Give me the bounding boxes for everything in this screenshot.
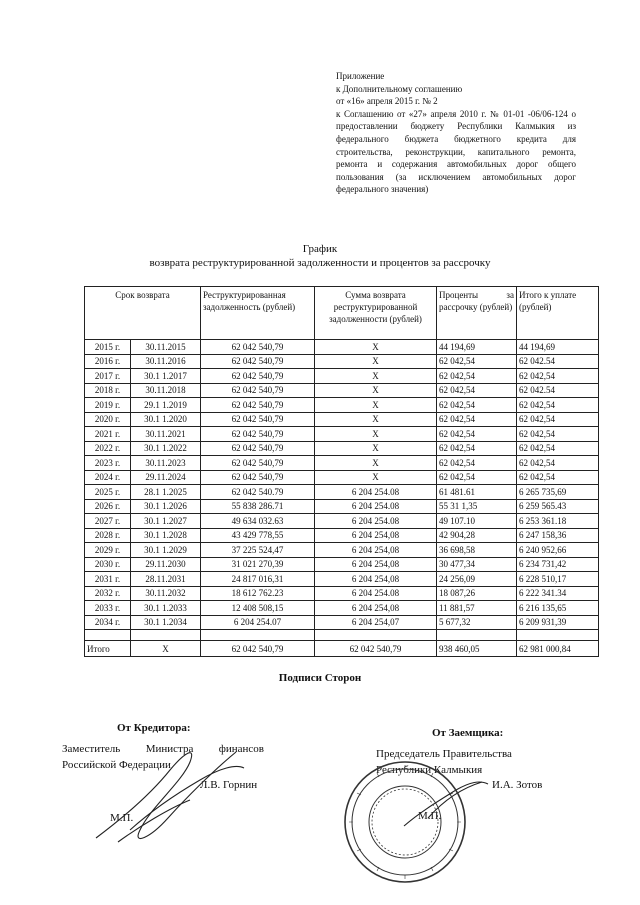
row-debt: 62 042 540,79 <box>201 470 315 485</box>
debtor-position-line-1: Председатель Правительства <box>376 748 512 760</box>
row-date: 30.1 1.2026 <box>131 499 201 514</box>
row-date: 30.1 1.2028 <box>131 528 201 543</box>
row-interest: 62 042,54 <box>437 441 517 456</box>
row-date: 30.1 1.2033 <box>131 601 201 616</box>
row-interest: 42 904,28 <box>437 528 517 543</box>
row-date: 30.11.2015 <box>131 340 201 355</box>
row-debt: 62 042 540,79 <box>201 441 315 456</box>
row-date: 29.11.2024 <box>131 470 201 485</box>
row-debt: 62 042 540,79 <box>201 354 315 369</box>
row-repay: Х <box>315 369 437 384</box>
row-debt: 62 042 540,79 <box>201 369 315 384</box>
row-total: 62 042,54 <box>517 441 599 456</box>
row-interest: 24 256,09 <box>437 572 517 587</box>
creditor-name: Л.В. Горнин <box>200 779 258 791</box>
total-debt: 62 042 540,79 <box>201 641 315 657</box>
row-total: 62 042,54 <box>517 456 599 471</box>
row-repay: 6 204 254,08 <box>315 528 437 543</box>
debtor-position-line-2: Республики Калмыкия <box>376 764 483 776</box>
row-date: 30.11.2016 <box>131 354 201 369</box>
row-debt: 37 225 524,47 <box>201 543 315 558</box>
row-year: 2023 г. <box>85 456 131 471</box>
row-debt: 62 042 540,79 <box>201 383 315 398</box>
row-date: 30.11.2023 <box>131 456 201 471</box>
header-interest: Проценты за рассрочку (рублей) <box>437 287 517 340</box>
row-total: 62 042.54 <box>517 354 599 369</box>
row-total: 6 216 135,65 <box>517 601 599 616</box>
row-year: 2032 г. <box>85 586 131 601</box>
appendix-line-2: к Дополнительному соглашению <box>336 83 463 94</box>
row-repay: Х <box>315 412 437 427</box>
row-year: 2015 г. <box>85 340 131 355</box>
row-total: 62 042,54 <box>517 398 599 413</box>
row-total: 6 209 931,39 <box>517 615 599 630</box>
row-repay: 6 204 254.08 <box>315 514 437 529</box>
row-year: 2025 г. <box>85 485 131 500</box>
row-debt: 24 817 016,31 <box>201 572 315 587</box>
row-interest: 62 042,54 <box>437 383 517 398</box>
row-year: 2019 г. <box>85 398 131 413</box>
row-date: 30.1 1.2020 <box>131 412 201 427</box>
row-date: 30.1 1.2027 <box>131 514 201 529</box>
debtor-heading: От Заемщика: <box>432 727 504 739</box>
row-year: 2030 г. <box>85 557 131 572</box>
row-year: 2033 г. <box>85 601 131 616</box>
row-year: 2028 г. <box>85 528 131 543</box>
row-repay: Х <box>315 340 437 355</box>
schedule-subtitle: возврата реструктурированной задолженности и процентов за рассрочку <box>149 257 491 269</box>
row-year: 2031 г. <box>85 572 131 587</box>
row-interest: 61 481.61 <box>437 485 517 500</box>
row-year: 2016 г. <box>85 354 131 369</box>
row-debt: 62 042 540,79 <box>201 427 315 442</box>
row-repay: 6 204 254,08 <box>315 543 437 558</box>
row-date: 28.11.2031 <box>131 572 201 587</box>
row-repay: Х <box>315 383 437 398</box>
header-term: Срок возврата <box>85 287 201 340</box>
row-total: 6 259 565.43 <box>517 499 599 514</box>
row-interest: 30 477,34 <box>437 557 517 572</box>
row-debt: 62 042 540,79 <box>201 412 315 427</box>
row-repay: 6 204 254.08 <box>315 499 437 514</box>
row-debt: 62 042 540.79 <box>201 485 315 500</box>
row-total: 62 042.54 <box>517 383 599 398</box>
row-date: 29.11.2030 <box>131 557 201 572</box>
row-repay: Х <box>315 427 437 442</box>
row-year: 2018 г. <box>85 383 131 398</box>
total-date: Х <box>131 641 201 657</box>
row-debt: 62 042 540,79 <box>201 456 315 471</box>
creditor-seal-label: М.П. <box>110 812 134 824</box>
row-total: 6 247 158,36 <box>517 528 599 543</box>
row-total: 62 042,54 <box>517 369 599 384</box>
row-interest: 62 042,54 <box>437 369 517 384</box>
row-interest: 62 042,54 <box>437 412 517 427</box>
row-interest: 5 677,32 <box>437 615 517 630</box>
row-repay: 6 204 254,07 <box>315 615 437 630</box>
row-repay: 6 204 254,08 <box>315 557 437 572</box>
row-interest: 11 881,57 <box>437 601 517 616</box>
row-year: 2017 г. <box>85 369 131 384</box>
row-total: 62 042,54 <box>517 427 599 442</box>
row-repay: 6 204 254.08 <box>315 586 437 601</box>
schedule-title: График <box>302 243 338 255</box>
row-interest: 62 042,54 <box>437 470 517 485</box>
row-debt: 49 634 032.63 <box>201 514 315 529</box>
row-repay: 6 204 254,08 <box>315 601 437 616</box>
row-interest: 49 107.10 <box>437 514 517 529</box>
header-total: Итого к уплате (рублей) <box>517 287 599 340</box>
row-year: 2027 г. <box>85 514 131 529</box>
appendix-body: к Соглашению от «27» апреля 2010 г. № 01-01 -06/06-124 о предоставлении бюджету Республики Калмыкия из федерального бюджета бюджетного кредита для строительства, реконструкции, капитального ремонта, ремонта и содержания автомобильных дорог общего пользования (за исключением автомобильных дорог федерального значения) <box>336 108 576 195</box>
row-repay: Х <box>315 456 437 471</box>
row-debt: 18 612 762.23 <box>201 586 315 601</box>
row-repay: Х <box>315 354 437 369</box>
row-debt: 62 042 540,79 <box>201 398 315 413</box>
row-repay: Х <box>315 398 437 413</box>
debtor-seal-label: М.П. <box>418 810 442 822</box>
row-debt: 43 429 778,55 <box>201 528 315 543</box>
row-interest: 36 698,58 <box>437 543 517 558</box>
row-date: 30.1 1.2034 <box>131 615 201 630</box>
total-interest: 938 460,05 <box>437 641 517 657</box>
row-repay: 6 204 254,08 <box>315 572 437 587</box>
row-date: 30.11.2018 <box>131 383 201 398</box>
row-debt: 62 042 540,79 <box>201 340 315 355</box>
row-date: 29.1 1.2019 <box>131 398 201 413</box>
row-interest: 62 042,54 <box>437 456 517 471</box>
creditor-heading: От Кредитора: <box>117 722 191 734</box>
total-label: Итого <box>85 641 131 657</box>
row-interest: 44 194,69 <box>437 340 517 355</box>
row-repay: Х <box>315 470 437 485</box>
row-total: 6 234 731,42 <box>517 557 599 572</box>
row-total: 44 194,69 <box>517 340 599 355</box>
row-date: 30.11.2032 <box>131 586 201 601</box>
row-date: 28.1 1.2025 <box>131 485 201 500</box>
row-debt: 12 408 508,15 <box>201 601 315 616</box>
creditor-position: Заместитель Министра финансов Российской Федерации <box>62 743 264 771</box>
row-total: 6 253 361.18 <box>517 514 599 529</box>
row-interest: 18 087,26 <box>437 586 517 601</box>
row-repay: 6 204 254.08 <box>315 485 437 500</box>
row-year: 2021 г. <box>85 427 131 442</box>
row-date: 30.1 1.2022 <box>131 441 201 456</box>
row-year: 2029 г. <box>85 543 131 558</box>
row-total: 6 265 735,69 <box>517 485 599 500</box>
row-total: 6 228 510,17 <box>517 572 599 587</box>
row-debt: 6 204 254.07 <box>201 615 315 630</box>
row-year: 2024 г. <box>85 470 131 485</box>
row-repay: Х <box>315 441 437 456</box>
row-debt: 55 838 286.71 <box>201 499 315 514</box>
row-year: 2020 г. <box>85 412 131 427</box>
total-repay: 62 042 540,79 <box>315 641 437 657</box>
row-date: 30.1 1.2029 <box>131 543 201 558</box>
row-total: 62 042,54 <box>517 470 599 485</box>
header-repay: Сумма возврата реструктурированной задолженности (рублей) <box>315 287 437 340</box>
row-total: 62 042,54 <box>517 412 599 427</box>
row-interest: 55 31 1,35 <box>437 499 517 514</box>
row-year: 2026 г. <box>85 499 131 514</box>
row-interest: 62 042,54 <box>437 354 517 369</box>
appendix-line-1: Приложение <box>336 71 385 81</box>
row-total: 6 240 952,66 <box>517 543 599 558</box>
row-year: 2034 г. <box>85 615 131 630</box>
row-total: 6 222 341.34 <box>517 586 599 601</box>
total-total: 62 981 000,84 <box>517 641 599 657</box>
debtor-name: И.А. Зотов <box>492 779 543 791</box>
signatures-heading: Подписи Сторон <box>278 672 362 684</box>
row-date: 30.1 1.2017 <box>131 369 201 384</box>
row-debt: 31 021 270,39 <box>201 557 315 572</box>
official-seal <box>345 762 465 882</box>
creditor-signature <box>96 752 244 842</box>
appendix-line-3: от «16» апреля 2015 г. № 2 <box>336 96 438 107</box>
row-interest: 62 042,54 <box>437 398 517 413</box>
header-debt: Реструктурированная задолженность (рублей) <box>201 287 315 340</box>
row-date: 30.11.2021 <box>131 427 201 442</box>
row-interest: 62 042,54 <box>437 427 517 442</box>
row-year: 2022 г. <box>85 441 131 456</box>
